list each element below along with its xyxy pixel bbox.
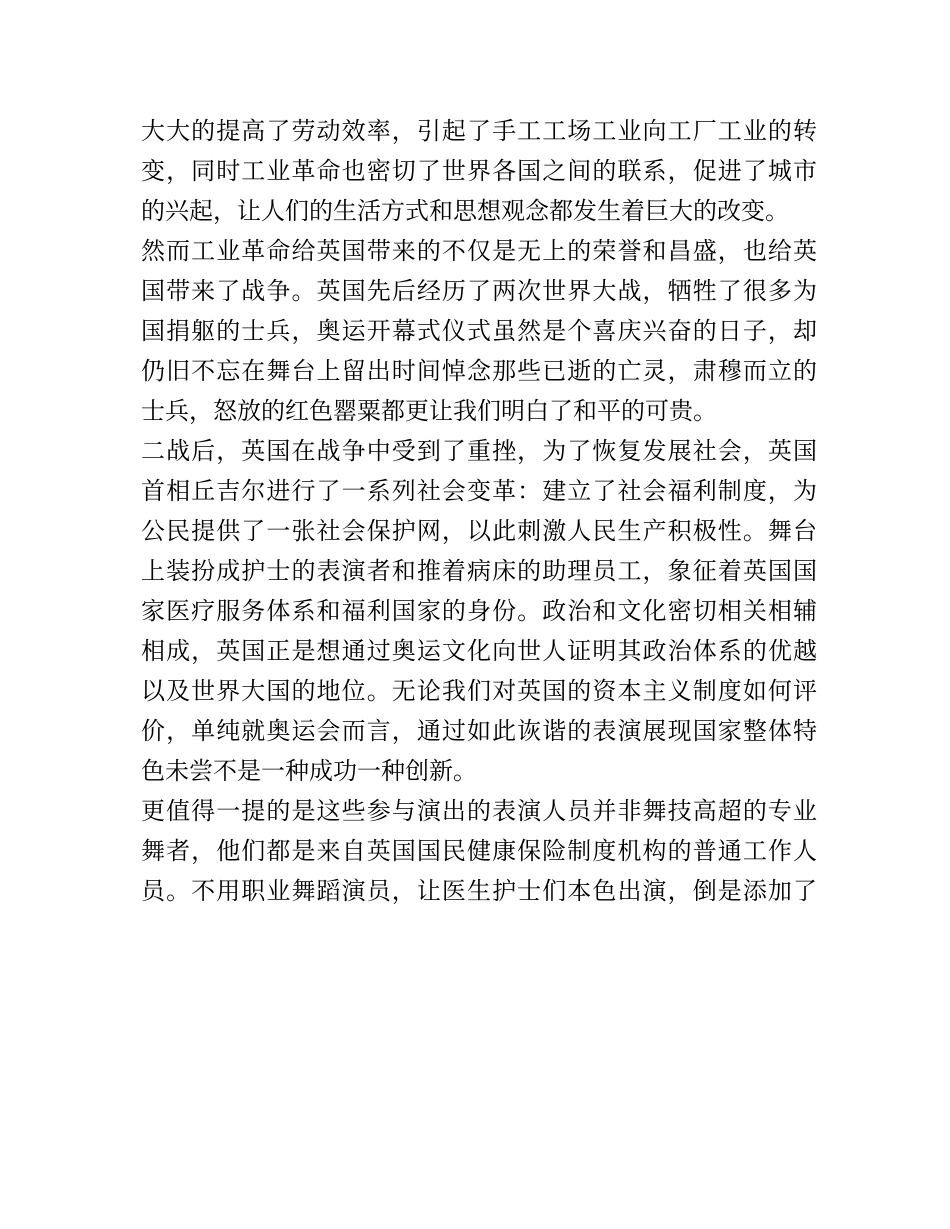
text-line: 大大的提高了劳动效率，引起了手工工场工业向工厂工业的转 [141,117,817,145]
text-line: 二战后，英国在战争中受到了重挫，为了恢复发展社会，英国 [141,437,817,465]
text-line: 士兵，怒放的红色罂粟都更让我们明白了和平的可贵。 [141,397,717,425]
text-line: 仍旧不忘在舞台上留出时间悼念那些已逝的亡灵，肃穆而立的 [141,357,817,385]
text-line: 首相丘吉尔进行了一系列社会变革：建立了社会福利制度，为 [141,477,817,505]
text-line: 舞者，他们都是来自英国国民健康保险制度机构的普通工作人 [141,837,817,865]
paragraph-nhs-performers [141,791,817,911]
text-line: 更值得一提的是这些参与演出的表演人员并非舞技高超的专业 [141,797,817,825]
text-line: 然而工业革命给英国带来的不仅是无上的荣誉和昌盛，也给英 [141,237,817,265]
text-line: 上装扮成护士的表演者和推着病床的助理员工，象征着英国国 [141,557,817,585]
text-line: 色未尝不是一种成功一种创新。 [141,757,477,785]
text-line: 国带来了战争。英国先后经历了两次世界大战，牺牲了很多为 [141,277,817,305]
paragraph-industrial-revolution [141,111,817,231]
text-line: 价，单纯就奥运会而言，通过如此诙谐的表演展现国家整体特 [141,717,817,745]
text-line: 国捐躯的士兵，奥运开幕式仪式虽然是个喜庆兴奋的日子，却 [141,317,817,345]
text-line: 变，同时工业革命也密切了世界各国之间的联系，促进了城市 [141,157,817,185]
paragraph-welfare-state [141,431,817,791]
body-text [141,111,817,911]
text-line: 以及世界大国的地位。无论我们对英国的资本主义制度如何评 [141,677,817,705]
text-line: 的兴起，让人们的生活方式和思想观念都发生着巨大的改变。 [141,197,789,225]
text-line: 员。不用职业舞蹈演员，让医生护士们本色出演，倒是添加了 [141,877,817,905]
text-line: 公民提供了一张社会保护网，以此刺激人民生产积极性。舞台 [141,517,817,545]
text-line: 家医疗服务体系和福利国家的身份。政治和文化密切相关相辅 [141,597,817,625]
text-line: 相成，英国正是想通过奥运文化向世人证明其政治体系的优越 [141,637,817,665]
paragraph-war-memorial [141,231,817,431]
